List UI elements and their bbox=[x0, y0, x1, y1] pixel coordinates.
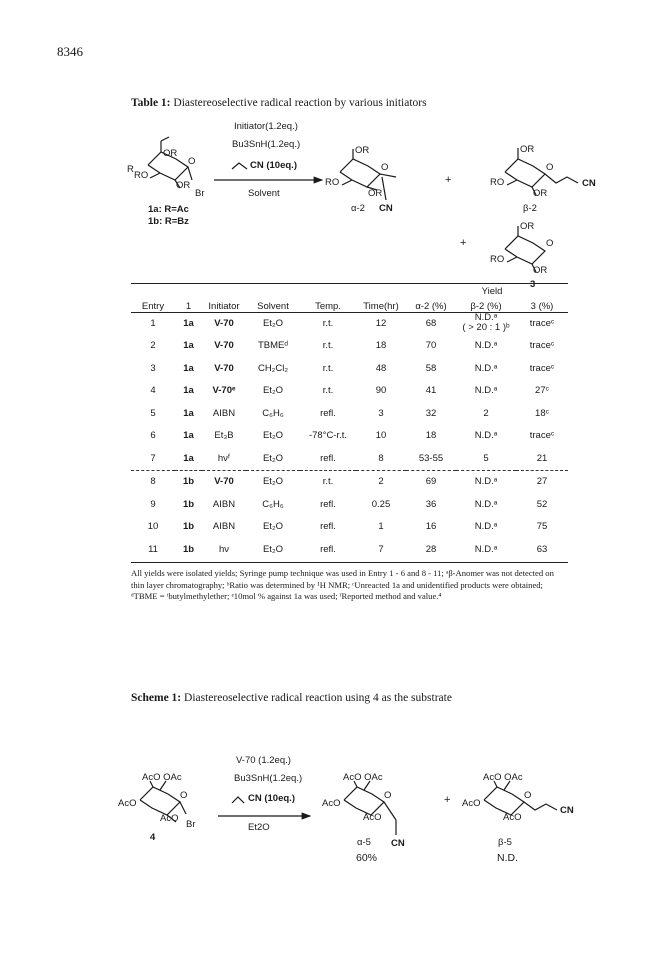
yield-header: Yield bbox=[481, 286, 503, 297]
label-cn-a2: CN bbox=[379, 203, 393, 214]
scheme1-caption bbox=[131, 692, 452, 704]
condition-initiator: Initiator(1.2eq.) bbox=[234, 121, 298, 132]
cell-initiator: V-70 bbox=[214, 340, 234, 352]
compound-1b: 1b: R=Bz bbox=[148, 216, 189, 227]
table-row bbox=[131, 470, 568, 493]
cell-initiator: Et₃B bbox=[214, 430, 234, 442]
cell-alpha2: 58 bbox=[425, 362, 437, 374]
condition-solvent: Solvent bbox=[248, 188, 280, 199]
condition-acrylonitrile: CN (10eq.) bbox=[250, 160, 297, 171]
label-or-top-b2: OR bbox=[520, 144, 535, 155]
cell-beta2: N.D.ᵃ bbox=[474, 385, 498, 397]
cell-entry: 6 bbox=[150, 430, 156, 442]
compound-1a: 1a: R=Ac bbox=[148, 204, 189, 215]
cell-substrate: 1a bbox=[183, 362, 194, 374]
scheme1-caption-text: Diastereoselective radical reaction using 4 as the substrate bbox=[184, 692, 452, 704]
cell-entry: 8 bbox=[131, 470, 175, 493]
table-row bbox=[131, 380, 568, 403]
cell-time: 90 bbox=[375, 385, 387, 397]
cell-entry: 2 bbox=[150, 340, 156, 352]
cell-entry: 7 bbox=[150, 452, 156, 464]
scheme-condition-solvent: Et2O bbox=[248, 822, 270, 833]
header-solvent: Solvent bbox=[257, 301, 289, 312]
cell-c3: traceᶜ bbox=[529, 340, 555, 352]
label-aco-bottom-a5: AcO bbox=[363, 812, 382, 823]
label-ro-3: RO bbox=[490, 254, 505, 265]
label-or-top-1: OR bbox=[163, 148, 178, 159]
cell-initiator: V-70ᵉ bbox=[212, 385, 236, 397]
cell-c3: traceᶜ bbox=[529, 430, 555, 442]
table-row bbox=[131, 357, 568, 380]
scheme1-caption-label: Scheme 1: bbox=[131, 692, 182, 704]
label-ring-o-a5: O bbox=[384, 790, 392, 801]
cell-initiator: AIBN bbox=[212, 498, 236, 510]
label-ring-o-3: O bbox=[546, 238, 554, 249]
cell-temp: refl. bbox=[320, 521, 336, 533]
cell-alpha2: 16 bbox=[425, 521, 437, 533]
cell-solvent: TBMEᵈ bbox=[258, 340, 288, 352]
cell-initiator: AIBN bbox=[212, 407, 236, 419]
cell-temp: r.t. bbox=[322, 362, 334, 374]
cell-beta2-ratio: ( > 20 : 1 )ᵇ bbox=[462, 322, 510, 334]
label-ro-a2: RO bbox=[325, 177, 340, 188]
label-ring-o-b2: O bbox=[546, 162, 554, 173]
cell-beta2: N.D.ᵃ bbox=[474, 430, 498, 442]
cell-time: 0.25 bbox=[371, 498, 391, 510]
cell-time: 3 bbox=[378, 407, 384, 419]
cell-c3: traceᶜ bbox=[529, 317, 555, 329]
scheme-condition-acrylonitrile: CN (10eq.) bbox=[248, 793, 295, 804]
table-row bbox=[131, 493, 568, 516]
label-or-top-a2: OR bbox=[355, 145, 370, 156]
label-aco-left-a5: AcO bbox=[322, 798, 341, 809]
header-initiator: Initiator bbox=[208, 301, 240, 312]
cell-solvent: Et₂O bbox=[246, 470, 300, 493]
cell-solvent: Et₂O bbox=[262, 543, 284, 555]
cell-alpha2: 70 bbox=[425, 340, 437, 352]
cell-alpha2: 36 bbox=[425, 498, 437, 510]
cell-substrate: 1b bbox=[182, 498, 195, 510]
beta-5-yield: N.D. bbox=[497, 852, 518, 864]
label-ring-o-a2: O bbox=[381, 162, 389, 173]
cell-c3: 75 bbox=[536, 521, 548, 533]
cell-temp: r.t. bbox=[322, 340, 334, 352]
table-top-rule bbox=[131, 283, 568, 284]
cell-solvent: Et₂O bbox=[262, 521, 284, 533]
label-br-1: Br bbox=[195, 188, 205, 199]
cell-entry: 1 bbox=[150, 317, 156, 329]
cell-solvent: Et₂O bbox=[262, 452, 284, 464]
cell-c3: 63 bbox=[536, 543, 548, 555]
label-or-bottom-1: OR bbox=[176, 180, 191, 191]
page-number: 8346 bbox=[57, 44, 83, 59]
plus-sign-3: + bbox=[444, 794, 451, 806]
cell-c3: 18ᶜ bbox=[535, 407, 549, 419]
table-row bbox=[131, 447, 568, 470]
cell-alpha2: 32 bbox=[425, 407, 437, 419]
cell-beta2: N.D.ᵃ bbox=[474, 498, 498, 510]
cell-time: 18 bbox=[375, 340, 387, 352]
label-or-bottom-a2: OR bbox=[368, 188, 383, 199]
header-c3: 3 (%) bbox=[530, 301, 554, 312]
cell-entry: 5 bbox=[150, 407, 156, 419]
cell-beta2: N.D.ᵃ bbox=[474, 340, 498, 352]
cell-time: 7 bbox=[378, 543, 384, 555]
cell-solvent: Et₂O bbox=[262, 317, 284, 329]
cell-c3: traceᶜ bbox=[529, 362, 555, 374]
label-cn-b5: CN bbox=[560, 805, 574, 816]
label-or-bottom-3: OR bbox=[533, 265, 548, 276]
cell-time: 8 bbox=[378, 452, 384, 464]
label-cn-b2: CN bbox=[582, 178, 596, 189]
cell-solvent: C₆H₆ bbox=[262, 498, 284, 510]
beta-5-structure bbox=[484, 781, 557, 815]
cell-initiator: hν bbox=[218, 543, 230, 555]
header-beta2: β-2 (%) bbox=[470, 301, 502, 312]
cell-entry: 11 bbox=[148, 543, 158, 555]
table-row bbox=[131, 402, 568, 425]
table-row bbox=[131, 335, 568, 358]
header-time: Time(hr) bbox=[363, 301, 399, 312]
label-ring-o-1: O bbox=[188, 156, 196, 167]
cell-entry: 10 bbox=[147, 521, 159, 533]
cell-temp: r.t. bbox=[322, 385, 334, 397]
cell-beta2: N.D.ᵃ bbox=[456, 470, 516, 493]
compound-beta-5: β-5 bbox=[498, 837, 512, 848]
label-aco-oac-4: AcO OAc bbox=[142, 772, 182, 783]
header-substrate: 1 bbox=[185, 301, 192, 312]
label-aco-oac-a5: AcO OAc bbox=[343, 772, 383, 783]
cell-substrate: 1a bbox=[183, 430, 194, 442]
cell-alpha2: 28 bbox=[425, 543, 437, 555]
cell-initiator: V-70 bbox=[214, 362, 234, 374]
cell-c3: 52 bbox=[536, 498, 548, 510]
label-ring-o-b5: O bbox=[524, 790, 532, 801]
cell-entry: 9 bbox=[150, 498, 156, 510]
cell-substrate: 1b bbox=[175, 470, 202, 493]
cell-initiator: hνᶠ bbox=[217, 452, 231, 464]
cell-entry: 4 bbox=[150, 385, 156, 397]
label-aco-left-4: AcO bbox=[118, 798, 137, 809]
label-ro-1b: RO bbox=[134, 170, 149, 181]
table-row bbox=[131, 312, 568, 335]
plus-sign-1: + bbox=[445, 174, 452, 186]
compound-4: 4 bbox=[150, 832, 156, 843]
compound-alpha-5: α-5 bbox=[357, 837, 371, 848]
cell-substrate: 1a bbox=[183, 407, 194, 419]
scheme-condition-v70: V-70 (1.2eq.) bbox=[236, 755, 291, 766]
label-aco-bottom-b5: AcO bbox=[503, 812, 522, 823]
cell-solvent: CH₂Cl₂ bbox=[257, 362, 289, 374]
label-cn-a5: CN bbox=[391, 838, 405, 849]
cell-initiator: AIBN bbox=[212, 521, 236, 533]
label-aco-left-b5: AcO bbox=[462, 798, 481, 809]
label-or-top-3: OR bbox=[520, 221, 535, 232]
cell-c3: 27 bbox=[516, 470, 568, 493]
cell-temp: refl. bbox=[320, 452, 336, 464]
cell-time: 10 bbox=[375, 430, 387, 442]
cell-substrate: 1a bbox=[183, 452, 194, 464]
table-header-row bbox=[131, 288, 568, 312]
cell-temp: r.t. bbox=[322, 317, 334, 329]
cell-beta2: N.D.ᵃ bbox=[474, 543, 498, 555]
cell-temp: refl. bbox=[320, 543, 336, 555]
table-bottom-rule bbox=[131, 562, 568, 563]
cell-c3: 21 bbox=[536, 452, 548, 464]
label-ring-o-4: O bbox=[180, 790, 188, 801]
table1-caption-label: Table 1: bbox=[131, 97, 171, 109]
label-aco-bottom-4: AcO bbox=[160, 813, 179, 824]
cell-temp: refl. bbox=[320, 498, 336, 510]
cell-c3: 27ᶜ bbox=[535, 385, 549, 397]
cell-substrate: 1b bbox=[182, 543, 195, 555]
compound-3: 3 bbox=[530, 279, 536, 290]
table-row bbox=[131, 425, 568, 448]
cell-time: 1 bbox=[378, 521, 384, 533]
plus-sign-2: + bbox=[460, 237, 467, 249]
cell-beta2-value: N.D.ᵃ bbox=[474, 312, 498, 324]
condition-bu3snh: Bu3SnH(1.2eq.) bbox=[232, 139, 301, 150]
header-temp: Temp. bbox=[315, 301, 341, 312]
compound-alpha-2: α-2 bbox=[351, 203, 365, 214]
cell-beta2: 2 bbox=[483, 407, 489, 419]
label-aco-oac-b5: AcO OAc bbox=[483, 772, 523, 783]
cell-solvent: Et₂O bbox=[262, 385, 284, 397]
table-row bbox=[131, 538, 568, 561]
acrylonitrile-1 bbox=[232, 163, 247, 169]
cell-alpha2: 68 bbox=[425, 317, 437, 329]
cell-beta2 bbox=[456, 312, 516, 335]
cell-substrate: 1a bbox=[183, 317, 194, 329]
header-entry: Entry bbox=[141, 301, 165, 312]
cell-solvent: Et₂O bbox=[262, 430, 284, 442]
cell-time: 12 bbox=[375, 317, 387, 329]
cell-temp: r.t. bbox=[300, 470, 356, 493]
cell-beta2: N.D.ᵃ bbox=[474, 362, 498, 374]
cell-alpha2: 18 bbox=[425, 430, 437, 442]
table-footnote: All yields were isolated yields; Syringe pump technique was used in Entry 1 - 6 and 8 - 11; ᵃβ-Anomer was not detected on thin layer chromatography; ᵇRatio was determined by ¹H NMR; ᶜUnreacted 1a and unidentified products were obtained; ᵈTBME = ᵗbutylmethylether; ᵉ10mol % against 1a was used; ᶠReported method and value.⁴ bbox=[131, 568, 554, 602]
cell-temp: refl. bbox=[320, 407, 336, 419]
label-ro-1: R bbox=[127, 164, 134, 175]
cell-alpha2: 69 bbox=[406, 470, 456, 493]
cell-substrate: 1a bbox=[183, 340, 194, 352]
cell-entry: 3 bbox=[150, 362, 156, 374]
cell-substrate: 1a bbox=[183, 385, 194, 397]
scheme-condition-bu3snh: Bu3SnH(1.2eq.) bbox=[234, 773, 303, 784]
table-row bbox=[131, 516, 568, 539]
cell-initiator: V-70 bbox=[202, 470, 246, 493]
cell-beta2: N.D.ᵃ bbox=[474, 521, 498, 533]
label-ro-b2: RO bbox=[490, 177, 505, 188]
cell-substrate: 1b bbox=[182, 521, 195, 533]
acrylonitrile-2 bbox=[232, 797, 244, 803]
cell-alpha2: 41 bbox=[425, 385, 437, 397]
cell-beta2: 5 bbox=[483, 452, 489, 464]
cell-time: 2 bbox=[356, 470, 406, 493]
compound-beta-2: β-2 bbox=[523, 203, 537, 214]
cell-time: 48 bbox=[375, 362, 387, 374]
table1-caption-text: Diastereoselective radical reaction by various initiators bbox=[173, 97, 427, 109]
results-table bbox=[131, 288, 568, 561]
alpha-5-yield: 60% bbox=[356, 852, 378, 864]
label-br-4: Br bbox=[186, 819, 196, 830]
cell-solvent: C₆H₆ bbox=[262, 407, 284, 419]
header-alpha2: α-2 (%) bbox=[415, 301, 447, 312]
label-or-bottom-b2: OR bbox=[533, 188, 548, 199]
cell-alpha2: 53-55 bbox=[418, 452, 444, 464]
cell-initiator: V-70 bbox=[214, 317, 234, 329]
cell-temp: -78°C-r.t. bbox=[308, 430, 348, 442]
